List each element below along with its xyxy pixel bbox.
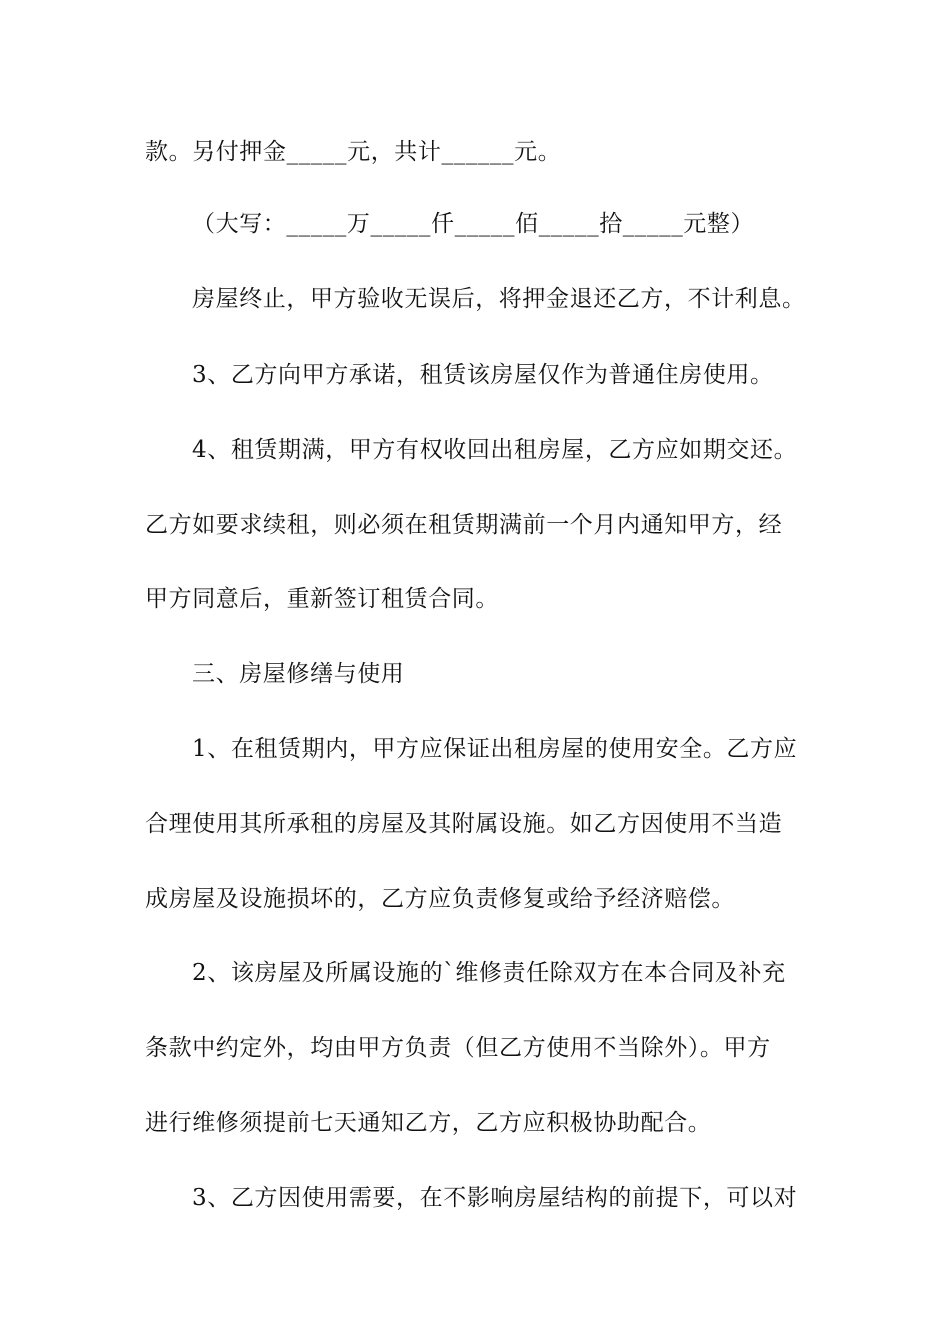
section-3-clause-2-line-3: 进行维修须提前七天通知乙方，乙方应积极协助配合。 bbox=[145, 1110, 712, 1136]
clause-4-line-2: 乙方如要求续租，则必须在租赁期满前一个月内通知甲方，经 bbox=[145, 512, 783, 538]
section-3-clause-1-line-3: 成房屋及设施损坏的，乙方应负责修复或给予经济赔偿。 bbox=[145, 886, 735, 912]
clause-4-line-3: 甲方同意后，重新签订租赁合同。 bbox=[145, 586, 499, 612]
section-3-clause-1-line-1: 1、在租赁期内，甲方应保证出租房屋的使用安全。乙方应 bbox=[192, 736, 798, 762]
amount-in-words-line: （大写：_____万_____仟_____佰_____拾_____元整） bbox=[192, 211, 755, 237]
deposit-refund-line: 房屋终止，甲方验收无误后，将押金退还乙方，不计利息。 bbox=[192, 286, 806, 312]
section-3-clause-3-line-1: 3、乙方因使用需要，在不影响房屋结构的前提下，可以对 bbox=[192, 1185, 798, 1211]
section-3-heading: 三、房屋修缮与使用 bbox=[192, 661, 405, 687]
clause-3-line: 3、乙方向甲方承诺，租赁该房屋仅作为普通住房使用。 bbox=[192, 362, 774, 388]
clause-4-line-1: 4、租赁期满，甲方有权收回出租房屋，乙方应如期交还。 bbox=[192, 437, 798, 463]
section-3-clause-2-line-2: 条款中约定外，均由甲方负责（但乙方使用不当除外）。甲方 bbox=[145, 1035, 771, 1061]
deposit-amount-line: 款。另付押金_____元，共计______元。 bbox=[145, 139, 562, 165]
section-3-clause-2-line-1: 2、该房屋及所属设施的`维修责任除双方在本合同及补充 bbox=[192, 960, 786, 986]
section-3-clause-1-line-2: 合理使用其所承租的房屋及其附属设施。如乙方因使用不当造 bbox=[145, 811, 783, 837]
